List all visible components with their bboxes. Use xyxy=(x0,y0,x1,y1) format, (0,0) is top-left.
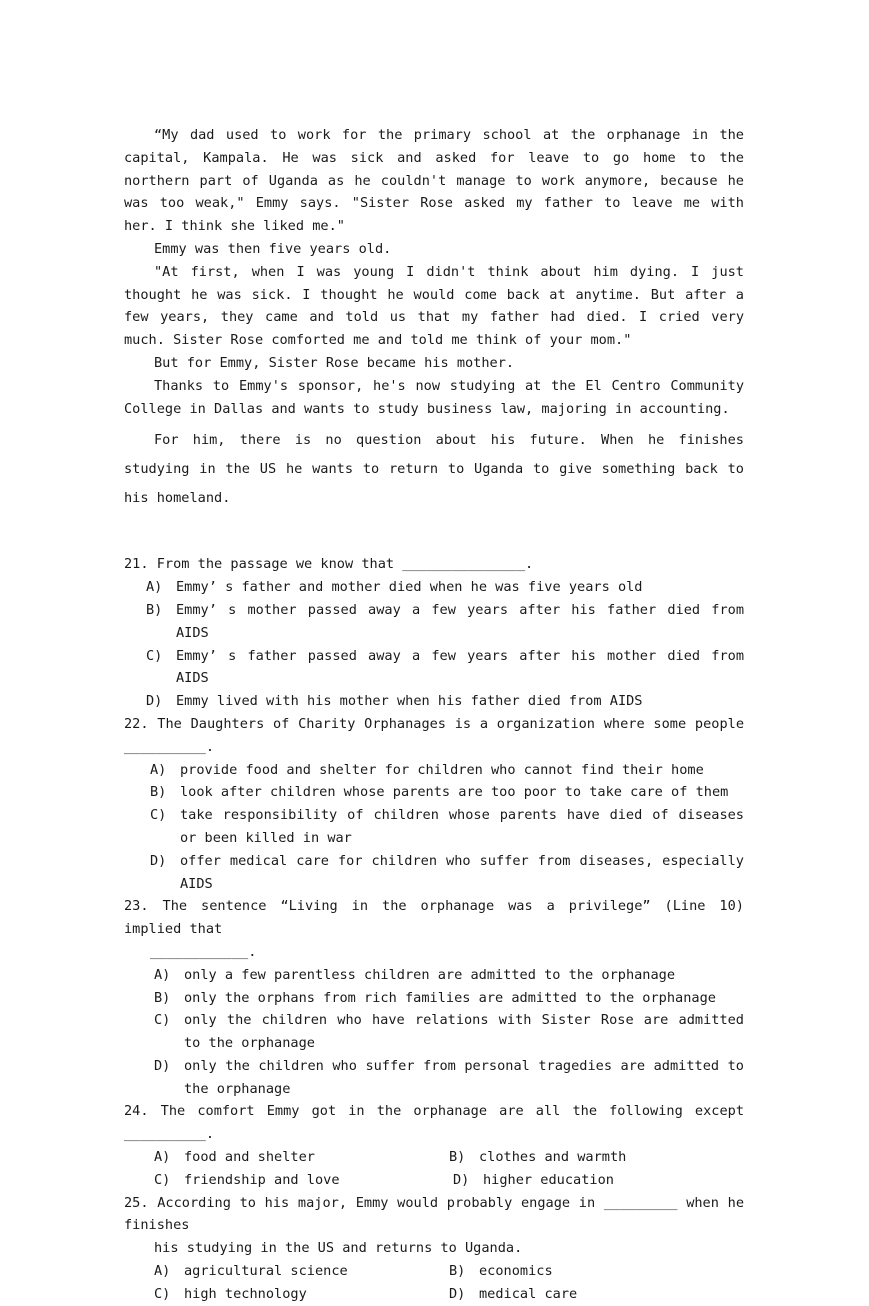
option-letter: B) xyxy=(449,1149,466,1166)
option-letter: D) xyxy=(150,852,167,869)
passage-paragraph-4: But for Emmy, Sister Rose became his mother. xyxy=(154,354,515,371)
option-text: provide food and shelter for children who cannot find their home xyxy=(180,761,704,778)
question-22 xyxy=(124,713,744,895)
option-21-b[interactable] xyxy=(124,599,744,645)
option-21-a[interactable] xyxy=(124,576,744,599)
option-text: only a few parentless children are admitted to the orphanage xyxy=(184,966,676,983)
option-text: offer medical care for children who suffer from diseases, especially AIDS xyxy=(180,852,744,892)
option-letter: C) xyxy=(154,1012,171,1029)
passage-paragraph-1: “My dad used to work for the primary school at the orphanage in the capital, Kampala. He was sick and asked for leave to go home to the northern part of Uganda as he couldn't manage to work anymore, because he was too weak," Emmy says. "Sister Rose asked my father to leave me with her. I think she liked me." xyxy=(124,127,744,235)
option-letter: C) xyxy=(146,647,163,664)
question-21-stem: 21. From the passage we know that _______________. xyxy=(124,556,534,573)
option-text: high technology xyxy=(184,1285,307,1302)
passage-paragraph-2: Emmy was then five years old. xyxy=(154,240,392,257)
question-24 xyxy=(124,1100,744,1191)
option-24-b[interactable] xyxy=(449,1146,744,1169)
option-letter: D) xyxy=(154,1057,171,1074)
option-letter: C) xyxy=(150,807,167,824)
passage-paragraph-6: For him, there is no question about his future. When he finishes studying in the US he wants to return to Uganda to give something back to his homeland. xyxy=(124,432,744,507)
question-23 xyxy=(124,895,744,1100)
option-text: Emmy’ s father passed away a few years after his mother died from AIDS xyxy=(176,647,744,687)
question-21 xyxy=(124,553,744,713)
option-letter: A) xyxy=(150,761,167,778)
option-letter: C) xyxy=(154,1285,171,1302)
option-text: friendship and love xyxy=(184,1171,340,1188)
option-letter: A) xyxy=(154,1149,171,1166)
reading-passage xyxy=(124,124,744,513)
option-text: agricultural science xyxy=(184,1263,348,1280)
option-24-d[interactable] xyxy=(445,1169,744,1192)
option-23-c[interactable] xyxy=(124,1009,744,1055)
option-letter: C) xyxy=(154,1171,171,1188)
option-22-d[interactable] xyxy=(124,850,744,896)
option-25-b[interactable] xyxy=(449,1260,744,1283)
question-list xyxy=(124,553,744,1305)
option-23-a[interactable] xyxy=(124,964,744,987)
option-22-b[interactable] xyxy=(124,781,744,804)
option-text: food and shelter xyxy=(184,1149,315,1166)
option-row xyxy=(154,1260,744,1283)
option-text: Emmy lived with his mother when his father died from AIDS xyxy=(176,693,643,710)
option-letter: D) xyxy=(453,1171,470,1188)
option-text: higher education xyxy=(483,1171,614,1188)
option-row xyxy=(154,1146,744,1169)
option-text: medical care xyxy=(479,1285,578,1302)
option-text: Emmy’ s mother passed away a few years after his father died from AIDS xyxy=(176,601,744,641)
option-letter: D) xyxy=(449,1285,466,1302)
option-row xyxy=(154,1169,744,1192)
option-text: Emmy’ s father and mother died when he was five years old xyxy=(176,579,643,596)
option-24-a[interactable] xyxy=(154,1146,449,1169)
option-22-c[interactable] xyxy=(124,804,744,850)
option-25-d[interactable] xyxy=(449,1283,744,1306)
option-25-a[interactable] xyxy=(154,1260,449,1283)
document-page xyxy=(124,124,744,1306)
question-25-stem-continued: his studying in the US and returns to Uganda. xyxy=(154,1240,523,1257)
option-letter: A) xyxy=(146,579,163,596)
question-25-options xyxy=(124,1260,744,1306)
question-23-options xyxy=(124,964,744,1101)
option-21-d[interactable] xyxy=(124,690,744,713)
option-21-c[interactable] xyxy=(124,645,744,691)
option-letter: A) xyxy=(154,1263,171,1280)
option-text: clothes and warmth xyxy=(479,1149,627,1166)
option-letter: B) xyxy=(146,601,163,618)
option-letter: B) xyxy=(154,989,171,1006)
option-text: only the children who have relations with Sister Rose are admitted to the orphanage xyxy=(184,1012,744,1052)
option-25-c[interactable] xyxy=(154,1283,449,1306)
question-22-options xyxy=(124,759,744,896)
question-22-stem: 22. The Daughters of Charity Orphanages is a organization where some people __________. xyxy=(124,715,744,755)
option-letter: A) xyxy=(154,966,171,983)
passage-paragraph-5: Thanks to Emmy's sponsor, he's now studying at the El Centro Community College in Dallas and wants to study business law, majoring in accounting. xyxy=(124,377,744,417)
passage-paragraph-3: "At first, when I was young I didn't think about him dying. I just thought he was sick. I thought he would come back at anytime. But after a few years, they came and told us that my father had died. I cried very much. Sister Rose comforted me and told me think of your mom." xyxy=(124,263,744,349)
option-row xyxy=(154,1283,744,1306)
question-25-stem: 25. According to his major, Emmy would probably engage in _________ when he finishes xyxy=(124,1194,744,1234)
option-text: only the children who suffer from personal tragedies are admitted to the orphanage xyxy=(184,1057,744,1097)
question-25 xyxy=(124,1192,744,1306)
option-23-d[interactable] xyxy=(124,1055,744,1101)
option-text: take responsibility of children whose parents have died of diseases or been killed in war xyxy=(180,807,744,846)
option-letter: B) xyxy=(449,1263,466,1280)
option-text: economics xyxy=(479,1263,553,1280)
question-23-stem: 23. The sentence “Living in the orphanage was a privilege” (Line 10) implied that xyxy=(124,898,744,938)
question-23-stem-continued: ____________. xyxy=(150,943,257,960)
question-21-options xyxy=(124,576,744,713)
option-letter: D) xyxy=(146,693,163,710)
question-24-options xyxy=(124,1146,744,1192)
option-letter: B) xyxy=(150,784,167,801)
option-text: look after children whose parents are too poor to take care of them xyxy=(180,784,729,801)
option-22-a[interactable] xyxy=(124,759,744,782)
option-23-b[interactable] xyxy=(124,987,744,1010)
option-text: only the orphans from rich families are admitted to the orphanage xyxy=(184,989,716,1006)
question-24-stem: 24. The comfort Emmy got in the orphanage are all the following except __________. xyxy=(124,1103,744,1143)
option-24-c[interactable] xyxy=(154,1169,445,1192)
